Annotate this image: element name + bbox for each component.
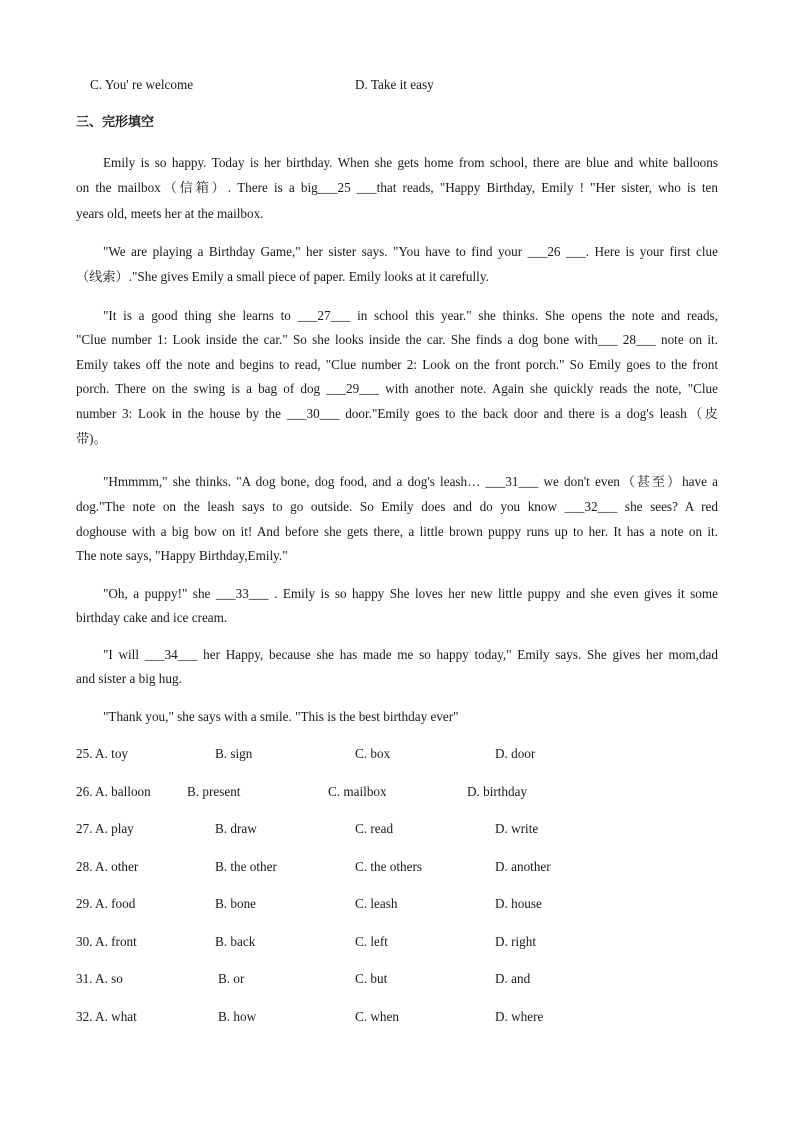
prev-option-c: C. You' re welcome [90,77,194,92]
option-b: B. bone [215,896,257,911]
option-a: 30. A. front [76,934,137,949]
option-b: B. sign [215,746,253,761]
option-d: D. right [495,934,537,949]
option-c: C. mailbox [328,784,387,799]
option-c: C. leash [355,896,398,911]
passage-line: and sister a big hug. [76,671,182,686]
passage-line: birthday cake and ice cream. [76,610,228,625]
section-heading: 三、完形填空 [76,115,155,130]
option-b: B. how [218,1009,257,1024]
option-d: D. birthday [467,784,528,799]
passage-line: Emily takes off the note and begins to read, "Clue number 2: Look on the front porch." So Emily goes to the front [76,357,718,372]
passage-line: porch. There on the swing is a bag of dog ___29___ with another note. Again she quickly reads the note, "Clue [76,381,718,396]
option-d: D. door [495,746,536,761]
option-a: 26. A. balloon [76,784,151,799]
passage-line: "Thank you," she says with a smile. "This is the best birthday ever" [103,709,459,724]
passage-line: Emily is so happy. Today is her birthday. When she gets home from school, there are blue and white balloons [103,155,718,170]
prev-option-d: D. Take it easy [355,77,434,92]
passage-line: "It is a good thing she learns to ___27___ in school this year." she thinks. She opens the note and reads, [103,308,718,323]
option-c: C. read [355,821,394,836]
option-b: B. the other [215,859,277,874]
passage-line: doghouse with a big bow on it! And before she gets there, a little brown puppy runs up to her. It has a note on it. [76,524,718,539]
passage-line: "Hmmmm," she thinks. "A dog bone, dog food, and a dog's leash… ___31___ we don't even（甚至）have a [103,474,718,489]
passage-line: number 3: Look in the house by the ___30___ door."Emily goes to the back door and there is a dog's leash（皮 [76,406,718,421]
option-b: B. back [215,934,256,949]
option-b: B. draw [215,821,257,836]
option-a: 27. A. play [76,821,134,836]
option-a: 28. A. other [76,859,139,874]
option-a: 32. A. what [76,1009,137,1024]
option-b: B. present [187,784,241,799]
option-a: 29. A. food [76,896,136,911]
option-d: D. write [495,821,539,836]
passage-line: 带)。 [76,431,107,446]
option-a: 31. A. so [76,971,123,986]
option-a: 25. A. toy [76,746,129,761]
passage-line: on the mailbox（信箱）. There is a big___25 ___that reads, "Happy Birthday, Emily ! "Her sister, who is ten [76,180,718,195]
passage-line: "Clue number 1: Look inside the car." So she looks inside the car. She finds a dog bone with___ 28___ note on it. [76,332,718,347]
option-c: C. box [355,746,391,761]
passage-line: "Oh, a puppy!" she ___33___ . Emily is so happy She loves her new little puppy and she even gives it some [103,586,718,601]
option-d: D. house [495,896,542,911]
option-c: C. when [355,1009,399,1024]
passage-line: "I will ___34___ her Happy, because she has made me so happy today," Emily says. She gives her mom,dad [103,647,718,662]
option-c: C. left [355,934,388,949]
option-c: C. but [355,971,388,986]
option-d: D. where [495,1009,544,1024]
option-b: B. or [218,971,245,986]
passage-line: "We are playing a Birthday Game," her sister says. "You have to find your ___26 ___. Here is your first clue [103,244,718,259]
passage-line: （线索）."She gives Emily a small piece of paper. Emily looks at it carefully. [76,269,489,284]
option-d: D. another [495,859,551,874]
option-c: C. the others [355,859,423,874]
passage-line: years old, meets her at the mailbox. [76,206,264,221]
passage-line: The note says, "Happy Birthday,Emily." [76,548,288,563]
passage-line: dog."The note on the leash says to go outside. So Emily does and do you know ___32___ she sees? A red [76,499,718,514]
option-d: D. and [495,971,531,986]
